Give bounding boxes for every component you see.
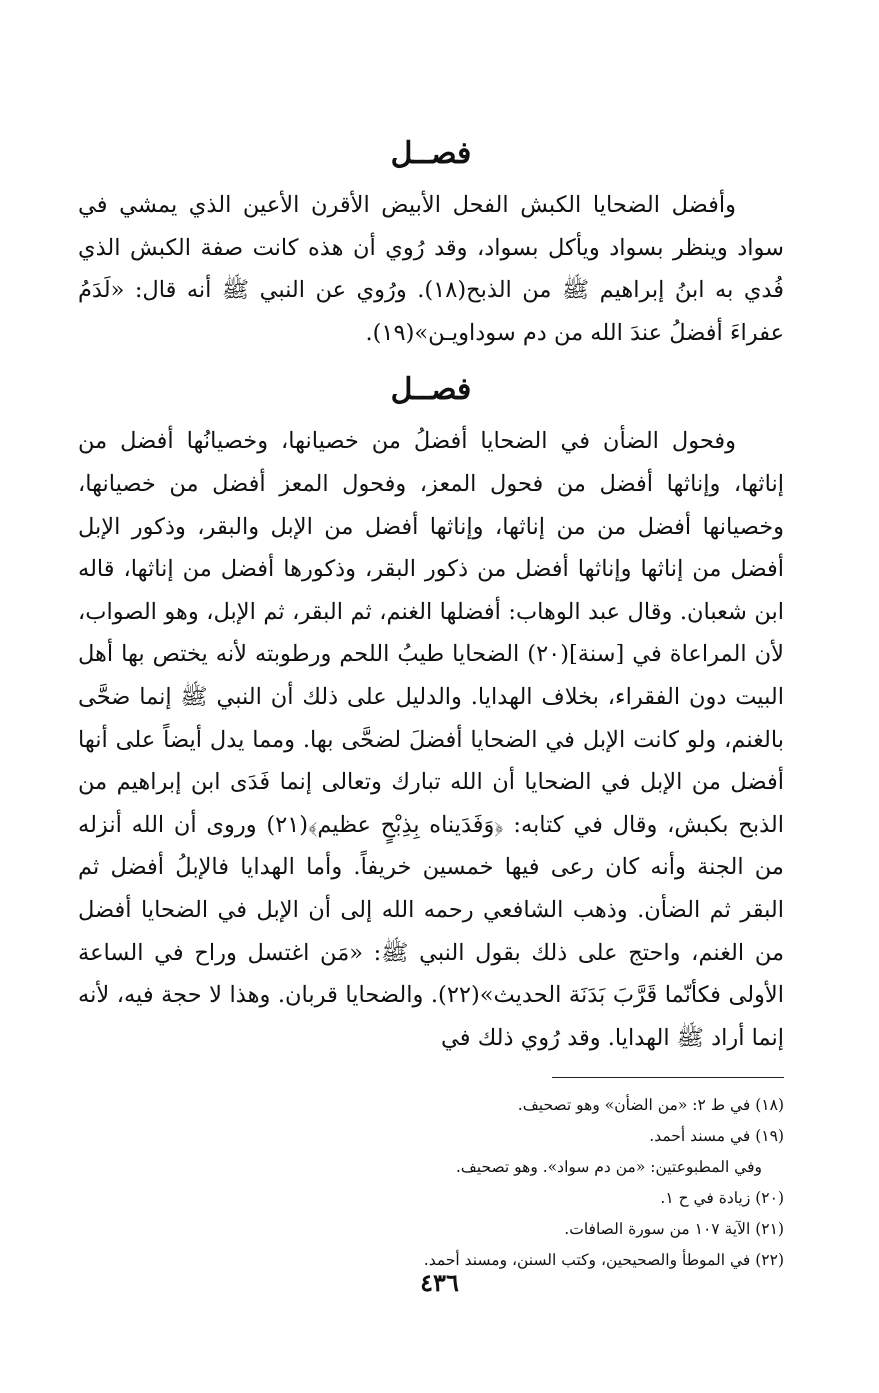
section-heading: فصــل (390, 372, 472, 408)
footnote: (٢٢) في الموطأ والصحيحين، وكتب السنن، ومسند أحمد. (423, 1251, 784, 1269)
footnote: (٢٠) زيادة في ح ١. (660, 1189, 784, 1207)
page-number: ٤٣٦ (420, 1268, 459, 1297)
footnote-continuation: وفي المطبوعتين: «من دم سواد». وهو تصحيف. (455, 1158, 762, 1176)
footnote: (١٨) في ط ٢: «من الضأن» وهو تصحيف. (517, 1096, 784, 1114)
footnotes (84, 1090, 784, 1276)
paragraph: وفحول الضأن في الضحايا أفضلُ من خصيانها، وخصيانُها أفضل من إناثها، وإناثها أفضل من فحول المعز، وفحول المعز أفضل من خصيانها، وخصيانها أفضل من من إناثها، وإناثها أفضل من الإبل والبقر، وذكور الإبل أفضل من إناثها وإناثها أفضل من ذكور البقر، وذكورها أفضل من إناثها، قاله ابن شعبان. وقال عبد الوهاب: أفضلها الغنم، ثم البقر، ثم الإبل، وهو الصواب، لأن المراعاة في [سنة](٢٠) الضحايا طيبُ اللحم ورطوبته لأنه يختص بها أهل البيت دون الفقراء، بخلاف الهدايا. والدليل على ذلك أن النبي ﷺ إنما ضحَّى بالغنم، ولو كانت الإبل في الضحايا أفضلَ لضحَّى بها. ومما يدل أيضاً على أنها أفضل من الإبل في الضحايا أن الله تبارك وتعالى إنما فَدَى ابن إبراهيم من الذبح بكبش، وقال في كتابه: ﴿وَفَدَيناه بِذِبْحٍ عظيم﴾(٢١) وروى أن الله أنزله من الجنة وأنه كان رعى فيها خمسين خريفاً. وأما الهدايا فالإبلُ أفضل ثم البقر ثم الضأن. وذهب الشافعي رحمه الله إلى أن الإبل في الضحايا أفضل من الغنم، واحتج على ذلك بقول النبي ﷺ: «مَن اغتسل وراح في الساعة الأولى فكأنّما قَرَّبَ بَدَنَة الحديث»(٢٢). والضحايا قربان. وهذا لا حجة فيه، لأنه إنما أراد ﷺ الهدايا. وقد رُوي ذلك في (78, 428, 785, 1051)
footnote: (٢١) الآية ١٠٧ من سورة الصافات. (564, 1220, 784, 1238)
main-text (78, 130, 784, 1059)
paragraph: وأفضل الضحايا الكبش الفحل الأبيض الأقرن الأعين الذي يمشي في سواد وينظر بسواد ويأكل بسواد، وقد رُوي أن هذه كانت صفة الكبش الذي فُدي به ابنُ إبراهيم ﷺ من الذبح(١٨). ورُوي عن النبي ﷺ أنه قال: «لَدَمُ عفراءَ أفضلُ عندَ الله من دم سوداويـن»(١٩). (78, 192, 784, 346)
section-heading: فصــل (390, 136, 472, 171)
footnote: (١٩) في مسند أحمد. (649, 1127, 784, 1145)
footnote-divider (552, 1077, 784, 1078)
